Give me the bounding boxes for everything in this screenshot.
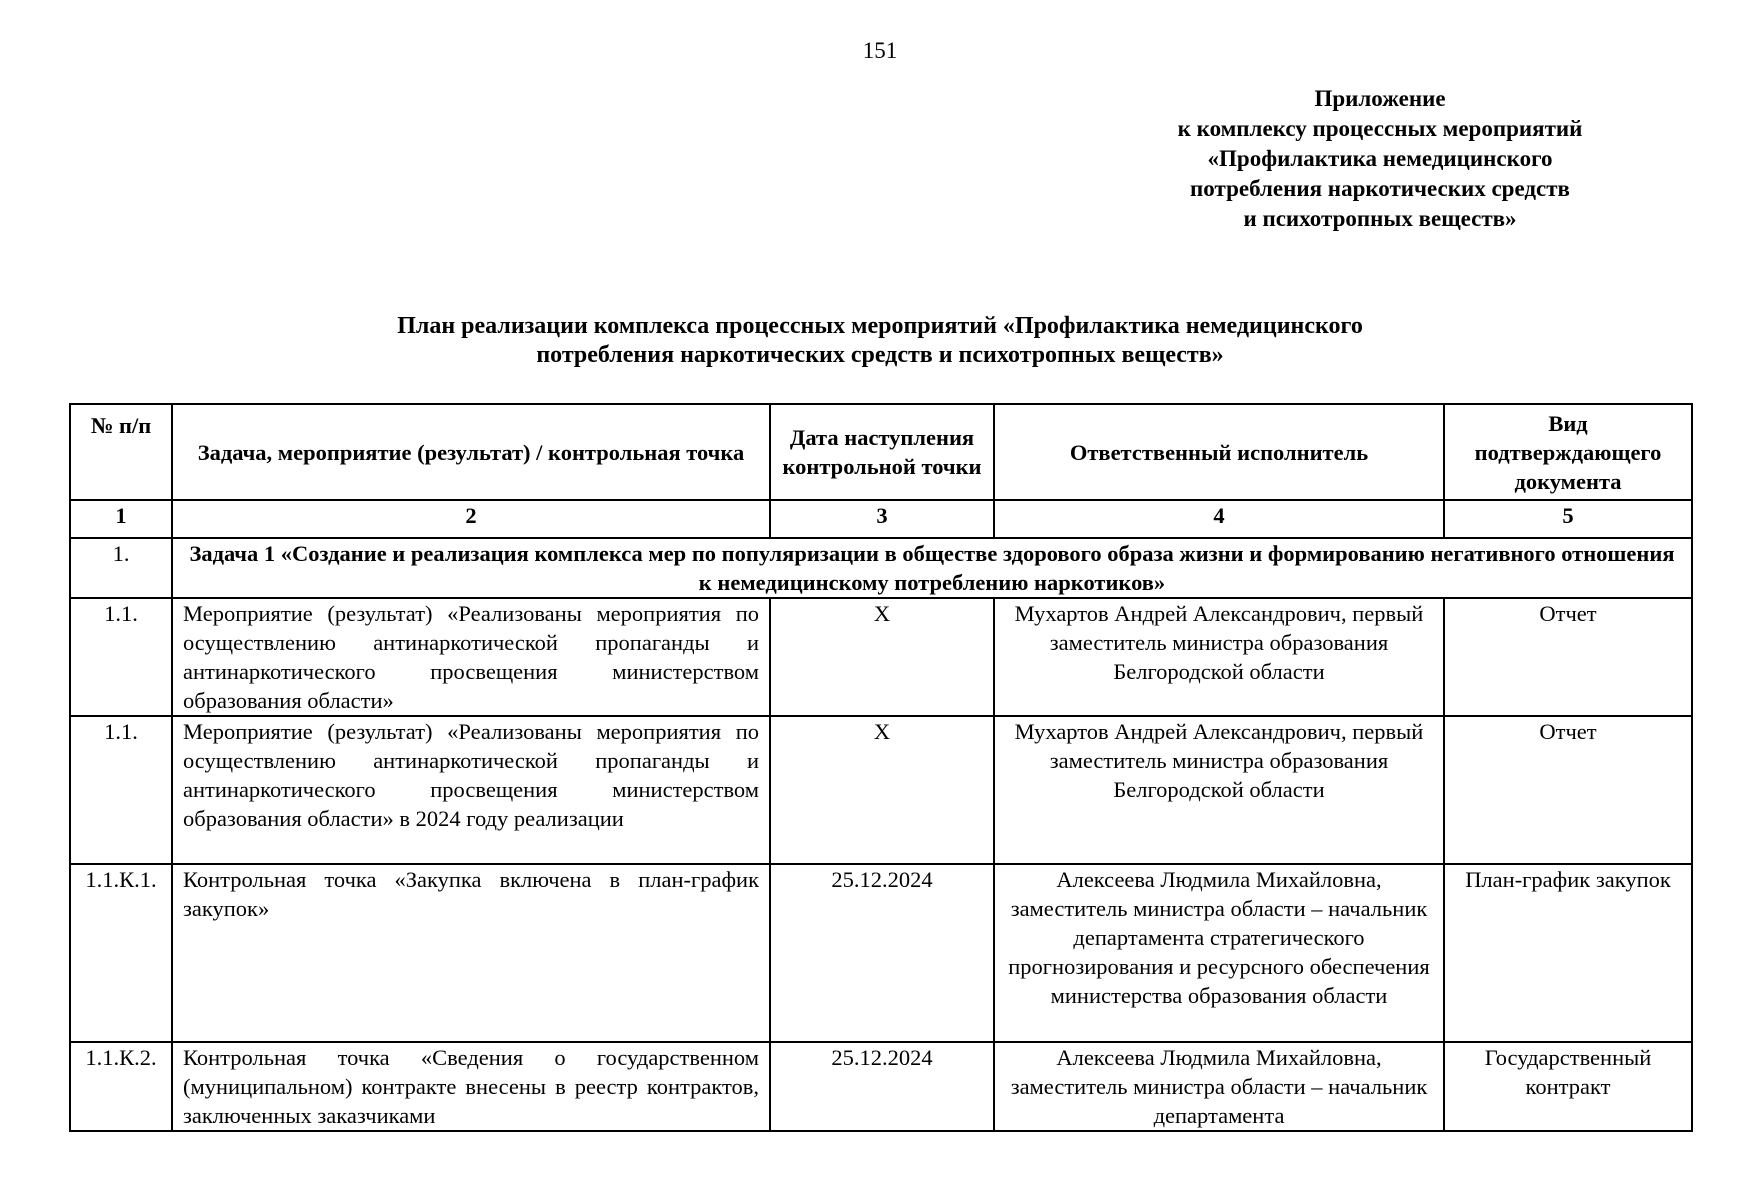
column-number-row — [70, 500, 1692, 538]
row-task: Мероприятие (результат) «Реализованы мероприятия по осуществлению антинаркотической пропаганды и антинаркотического просвещения министерством образования области» — [172, 598, 770, 716]
plan-title — [0, 312, 1760, 370]
table-row — [70, 864, 1692, 1042]
column-number: 2 — [172, 500, 770, 538]
column-number: 5 — [1444, 500, 1692, 538]
row-document: Государственный контракт — [1444, 1042, 1692, 1131]
table-row — [70, 598, 1692, 716]
row-date: Х — [770, 598, 994, 716]
row-date: 25.12.2024 — [770, 1042, 994, 1131]
task-number: 1. — [70, 538, 172, 598]
header-executor: Ответственный исполнитель — [994, 404, 1444, 500]
row-task: Контрольная точка «Сведения о государственном (муниципальном) контракте внесены в реестр контрактов, заключенных заказчиками — [172, 1042, 770, 1131]
header-num: № п/п — [70, 404, 172, 500]
table-row — [70, 1042, 1692, 1131]
header-task: Задача, мероприятие (результат) / контрольная точка — [172, 404, 770, 500]
row-document: Отчет — [1444, 716, 1692, 864]
row-executor: Алексеева Людмила Михайловна, заместитель министра области – начальник департамента — [994, 1042, 1444, 1131]
row-task: Контрольная точка «Закупка включена в план-график закупок» — [172, 864, 770, 1042]
row-number: 1.1. — [70, 598, 172, 716]
column-number: 3 — [770, 500, 994, 538]
row-date: 25.12.2024 — [770, 864, 994, 1042]
table-row — [70, 716, 1692, 864]
row-task: Мероприятие (результат) «Реализованы мероприятия по осуществлению антинаркотической пропаганды и антинаркотического просвещения министерством образования области» в 2024 году реализации — [172, 716, 770, 864]
appendix-line: потребления наркотических средств — [1190, 176, 1570, 201]
column-number: 1 — [70, 500, 172, 538]
row-document: План-график закупок — [1444, 864, 1692, 1042]
appendix-line: и психотропных веществ» — [1243, 206, 1517, 231]
row-number: 1.1.К.1. — [70, 864, 172, 1042]
row-document: Отчет — [1444, 598, 1692, 716]
appendix-line: к комплексу процессных мероприятий — [1177, 116, 1583, 141]
appendix-heading — [1120, 84, 1640, 234]
row-executor: Алексеева Людмила Михайловна, заместитель министра области – начальник департамента стратегического прогнозирования и ресурсного обеспечения министерства образования области — [994, 864, 1444, 1042]
plan-title-line: План реализации комплекса процессных мероприятий «Профилактика немедицинского — [397, 313, 1363, 339]
row-number: 1.1. — [70, 716, 172, 864]
plan-title-line: потребления наркотических средств и психотропных веществ» — [536, 342, 1224, 368]
row-executor: Мухартов Андрей Александрович, первый заместитель министра образования Белгородской области — [994, 598, 1444, 716]
header-document: Вид подтверждающего документа — [1444, 404, 1692, 500]
header-date: Дата наступления контрольной точки — [770, 404, 994, 500]
plan-table — [69, 403, 1693, 1132]
task-row — [70, 538, 1692, 598]
column-number: 4 — [994, 500, 1444, 538]
row-number: 1.1.К.2. — [70, 1042, 172, 1131]
appendix-line: Приложение — [1314, 86, 1446, 111]
table-header-row — [70, 404, 1692, 500]
task-title: Задача 1 «Создание и реализация комплекса мер по популяризации в обществе здорового образа жизни и формированию негативного отношения к немедицинскому потреблению наркотиков» — [172, 538, 1692, 598]
page-number: 151 — [862, 38, 898, 63]
row-date: Х — [770, 716, 994, 864]
appendix-line: «Профилактика немедицинского — [1207, 146, 1553, 171]
row-executor: Мухартов Андрей Александрович, первый заместитель министра образования Белгородской области — [994, 716, 1444, 864]
